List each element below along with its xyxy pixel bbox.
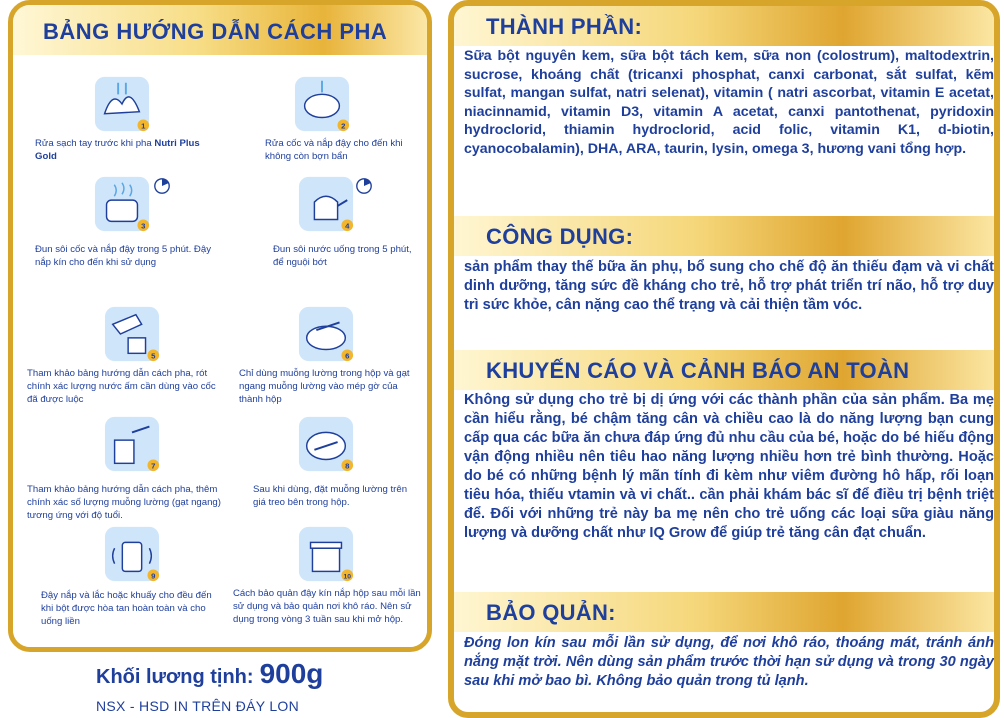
uses-text: sản phẩm thay thế bữa ăn phụ, bổ sung cho chế độ ăn thiếu đạm và vi chất dinh dưỡng, tăng sức đề kháng cho trẻ, hỗ trợ phát triển trí não, hỗ trợ duy trì sức khỏe, cân nặng cao thể trạng và cải thiện tầm vóc. xyxy=(464,259,994,313)
storage-text: Đóng lon kín sau mỗi lần sử dụng, để nơi khô ráo, thoáng mát, tránh ánh nắng mặt trời. Nên dùng sản phẩm trước thời hạn sử dụng và trong 30 ngày sau khi mở bao bì. Không bảo quản trong tủ lạnh. xyxy=(464,635,994,689)
svg-text:7: 7 xyxy=(151,461,156,471)
svg-text:9: 9 xyxy=(151,571,156,581)
cup-washing-icon xyxy=(293,75,351,133)
timer-icon xyxy=(153,177,171,195)
svg-text:10: 10 xyxy=(343,573,352,581)
closing-lid-icon xyxy=(297,525,355,583)
net-weight xyxy=(96,658,323,690)
mixing-guide-title: BẢNG HƯỚNG DẪN CÁCH PHA xyxy=(43,19,388,44)
net-weight-label: Khối lương tịnh: xyxy=(96,666,254,688)
step-5-text: Tham khảo bảng hướng dẫn cách pha, rót chính xác lượng nước ấm cần dùng vào cốc đã được luộc xyxy=(27,368,216,405)
svg-text:8: 8 xyxy=(345,461,350,471)
adding-powder-icon xyxy=(103,415,161,473)
shaking-cup-icon xyxy=(103,525,161,583)
warning-title: KHUYẾN CÁO VÀ CẢNH BÁO AN TOÀN xyxy=(486,358,910,383)
svg-text:6: 6 xyxy=(345,351,350,361)
step-7-text: Tham khảo bảng hướng dẫn cách pha, thêm chính xác số lượng muỗng lường (gạt ngang) tương ứng với độ tuổi. xyxy=(27,484,221,521)
ingredients-title: THÀNH PHẦN: xyxy=(486,14,643,39)
mixing-guide-panel xyxy=(8,0,432,652)
measuring-scoop-icon xyxy=(297,305,355,363)
handwash-icon xyxy=(93,75,151,133)
svg-text:2: 2 xyxy=(341,121,346,131)
step-6-text: Chỉ dùng muỗng lường trong hộp và gạt ngang muỗng lường vào mép gờ của thành hộp xyxy=(239,368,410,405)
step-10-text: Cách bảo quản đậy kín nắp hộp sau mỗi lần sử dụng và bảo quản nơi khô ráo. Nên sử dụng trong vòng 3 tuần sau khi mở hộp. xyxy=(233,588,421,625)
production-date-note: NSX - HSD IN TRÊN ĐÁY LON xyxy=(96,698,300,714)
mixing-guide-title-bar xyxy=(13,5,427,55)
ingredients-header xyxy=(454,6,994,46)
warning-header xyxy=(454,350,994,390)
kettle-icon xyxy=(297,175,355,233)
ingredients-text: Sữa bột nguyên kem, sữa bột tách kem, sữa non (colostrum), maltodextrin, sucrose, khoáng chất (tricanxi phosphat, canxi carbonat, sắt sulfat, kẽm sulfat, mangan sulfat, natri selenat), vitamin ( natri ascorbat, vitamin E acetat, niacinnamid, vitamin D3, vitamin A acetat, canxi pantothenat, pyridoxin hydroclorid, thiamin hydroclorid, acid folic, vitamin K1, d-biotin, cyanocobalamin), DHA, ARA, taurin, lysin, omega 3, hương vani tổng hợp. xyxy=(464,48,994,157)
svg-text:4: 4 xyxy=(345,221,350,231)
boiling-pot-icon xyxy=(93,175,151,233)
pouring-water-icon xyxy=(103,305,161,363)
step-1-text: Rửa sạch tay trước khi pha Nutri Plus Gold xyxy=(35,138,200,162)
step-8-text: Sau khi dùng, đặt muỗng lường trên giá treo bên trong hộp. xyxy=(253,484,408,508)
product-info-panel xyxy=(448,0,1000,718)
uses-header xyxy=(454,216,994,256)
svg-text:5: 5 xyxy=(151,351,156,361)
svg-text:3: 3 xyxy=(141,221,146,231)
net-weight-value: 900g xyxy=(259,658,324,689)
timer-icon xyxy=(355,177,373,195)
storage-header xyxy=(454,592,994,632)
warning-text: Không sử dụng cho trẻ bị dị ứng với các thành phần của sản phẩm. Ba mẹ cần hiểu rằng, bé chậm tăng cân và chiều cao là do năng lượng bạn cung cấp qua các bữa ăn chưa đáp ứng đủ nhu cầu của bé, hoặc do bé hiếu động vận động nhiều nên tiêu hao năng lượng nhiều hơn trẻ bình thường. Hoặc do bé có những bệnh lý mãn tính đi kèm như viêm đường hô hấp, rối loạn tiêu hóa, thiếu vtamin và vi chất.. cần phải khám bác sĩ để điều trị bệnh triệt để. Đối với những trẻ này ba mẹ nên cho trẻ uống các loại sữa giàu năng lượng và dưỡng chất như IQ Grow để giúp trẻ tăng cân đạt chuẩn. xyxy=(464,392,994,541)
scoop-holder-icon xyxy=(297,415,355,473)
uses-title: CÔNG DỤNG: xyxy=(486,224,634,249)
step-9-text: Đậy nắp và lắc hoặc khuấy cho đều đến khi bột được hòa tan hoàn toàn và cho uống liền xyxy=(41,590,212,627)
step-4-text: Đun sôi nước uống trong 5 phút, để nguội bớt xyxy=(273,244,412,268)
storage-title: BẢO QUẢN: xyxy=(486,600,616,625)
mixing-steps xyxy=(13,55,427,652)
step-2-text: Rửa cốc và nắp đậy cho đến khi không còn bợn bẩn xyxy=(265,138,403,162)
svg-text:1: 1 xyxy=(141,121,146,131)
step-3-text: Đun sôi cốc và nắp đậy trong 5 phút. Đậy nắp kín cho đến khi sử dụng xyxy=(35,244,211,268)
